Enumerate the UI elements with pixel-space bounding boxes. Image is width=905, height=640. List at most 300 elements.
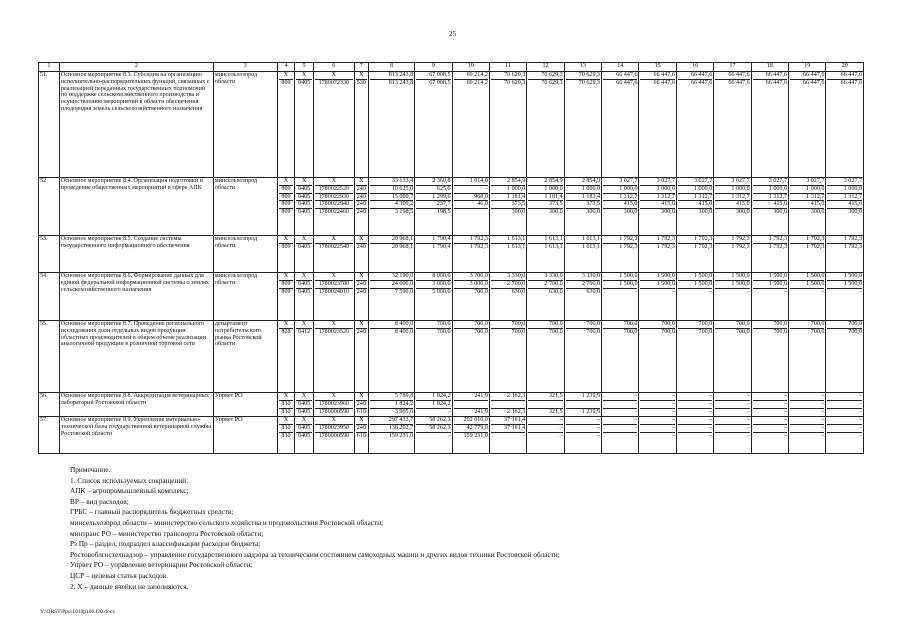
cell-line: 1 000,0 bbox=[790, 185, 824, 193]
cell-line: 3 965,6 bbox=[370, 408, 413, 416]
cell-line: 1 500,0 bbox=[753, 280, 787, 288]
cell-line: 1 500,0 bbox=[843, 273, 862, 279]
cell-line: 1780022460 bbox=[315, 208, 353, 216]
amount-cell bbox=[527, 236, 564, 273]
executor: минсельхозпрод области bbox=[213, 72, 277, 178]
cell-line: 809 bbox=[279, 288, 294, 296]
cell-line: 373,5 bbox=[491, 200, 525, 208]
cell-line: 1780023780 bbox=[315, 280, 353, 288]
cell-line: 1 239,9 bbox=[581, 393, 601, 399]
activity-name: Основное мероприятие 8.7. Проведение регионального исследования доли отдельных видов продукции областных производителей в общем объеме реализации аналогичной продукции в розничной торговой сети bbox=[59, 321, 213, 393]
cell-line: 3 198,5 bbox=[370, 208, 413, 216]
executor: минсельхозпрод области bbox=[213, 236, 277, 273]
cell-line: – bbox=[597, 417, 601, 423]
cell-line: 1780000590 bbox=[315, 432, 353, 440]
cell-line: 813 243,8 bbox=[370, 79, 413, 87]
cell-line: 2 854,9 bbox=[581, 178, 601, 184]
cell-line: 700,0 bbox=[454, 328, 488, 336]
cell-line: 415,0 bbox=[790, 200, 824, 208]
cell-line: 1780022520 bbox=[315, 185, 353, 193]
row-number: 52. bbox=[39, 178, 60, 236]
cell-line: 0405 bbox=[298, 400, 311, 407]
cell-line: 70 629,3 bbox=[528, 79, 562, 87]
cell-line: 2 700,0 bbox=[491, 280, 525, 288]
amount-cell bbox=[564, 236, 601, 273]
cell-line: – bbox=[790, 432, 824, 440]
amount-cell bbox=[602, 178, 639, 236]
cell-line: 66 447,6 bbox=[678, 79, 712, 87]
cell-line: 66 447,6 bbox=[653, 72, 675, 78]
cell-line: 700,0 bbox=[511, 321, 526, 327]
amount-cell bbox=[789, 321, 826, 393]
cell-line: 300,0 bbox=[790, 208, 824, 216]
cell-line: 1 613,1 bbox=[528, 243, 562, 251]
cell-line: 66 447,6 bbox=[728, 72, 750, 78]
vr-code bbox=[354, 236, 368, 273]
amount-cell bbox=[368, 321, 414, 393]
cell-line: – bbox=[603, 432, 637, 440]
cell-line: – bbox=[678, 432, 712, 440]
cell-line: 625,0 bbox=[416, 185, 450, 193]
activity-name: Основное мероприятие 8.4. Организация подготовки и проведение общественных мероприятий в сфере АПК bbox=[59, 178, 213, 236]
cell-line bbox=[491, 400, 525, 408]
cell-line: 630,0 bbox=[528, 288, 562, 296]
cell-line: 2 162,3 bbox=[491, 408, 525, 416]
cell-line: – bbox=[528, 432, 562, 440]
cell-line: 1 312,7 bbox=[715, 193, 749, 201]
amount-cell bbox=[564, 417, 601, 454]
cell-line: 0405 bbox=[298, 201, 311, 208]
cell-line: 37 161,4 bbox=[491, 424, 525, 432]
cell-line: 1 792,3 bbox=[678, 243, 712, 251]
cell-line: 3 000,0 bbox=[454, 280, 488, 288]
cell-line: 70 629,3 bbox=[541, 72, 563, 78]
amount-cell bbox=[602, 321, 639, 393]
column-number: 12 bbox=[527, 63, 564, 72]
cell-line: 5 000,0 bbox=[416, 288, 450, 296]
cell-line: – bbox=[753, 400, 787, 408]
cell-line: 0405 bbox=[298, 432, 311, 439]
amount-cell bbox=[564, 273, 601, 321]
cell-line: 1 312,7 bbox=[640, 193, 674, 201]
cell-line: 2 854,9 bbox=[507, 178, 526, 184]
cell-line: 1780072330 bbox=[315, 79, 353, 87]
cell-line: 1780000590 bbox=[315, 408, 353, 416]
page-number: 25 bbox=[449, 30, 456, 38]
cell-line: – bbox=[715, 432, 749, 440]
cell-line: 1 824,2 bbox=[370, 400, 413, 408]
cell-line: 241,9 bbox=[474, 393, 488, 399]
cell-line: – bbox=[491, 432, 525, 440]
cell-line: 809 bbox=[279, 79, 294, 87]
amount-cell bbox=[751, 273, 788, 321]
amount-cell bbox=[751, 72, 788, 178]
cell-line: 2 700,0 bbox=[566, 280, 600, 288]
cell-line: X bbox=[331, 417, 337, 423]
note-line: Примечание. bbox=[70, 465, 111, 474]
cell-line: – bbox=[678, 408, 712, 416]
vr-code bbox=[354, 393, 368, 417]
cell-line: – bbox=[416, 432, 450, 440]
cell-line: 1 792,3 bbox=[731, 236, 750, 242]
grbs-code bbox=[277, 417, 295, 454]
cell-line: 700,0 bbox=[661, 321, 675, 327]
cell-line: 1 312,7 bbox=[790, 193, 824, 201]
cell-line: 32 190,0 bbox=[391, 273, 414, 279]
cell-line: 1780023960 bbox=[315, 400, 353, 408]
cell-line: 202 010,0 bbox=[463, 417, 488, 423]
cell-line: 1 792,3 bbox=[640, 243, 674, 251]
column-number: 16 bbox=[676, 63, 713, 72]
cell-line: 700,0 bbox=[790, 328, 824, 336]
row-number: 55. bbox=[39, 321, 60, 393]
cell-line: X bbox=[283, 236, 289, 242]
cell-line: – bbox=[640, 400, 674, 408]
cell-line: – bbox=[784, 393, 788, 399]
cell-line: 70 629,3 bbox=[503, 72, 526, 78]
cell-line: 1 014,0 bbox=[469, 178, 488, 184]
cell-line: 297 433,7 bbox=[388, 417, 414, 423]
cell-line: 1 000,0 bbox=[715, 185, 749, 193]
amount-cell bbox=[826, 393, 864, 417]
cell-line: – bbox=[746, 417, 750, 423]
cell-line: X bbox=[301, 273, 307, 279]
rzpr-code bbox=[295, 178, 314, 236]
note-line: минтранс РО – министерство транспорта Ростовской области; bbox=[70, 528, 264, 538]
cell-line: 968,0 bbox=[454, 193, 488, 201]
cell-line: X bbox=[331, 72, 337, 78]
cell-line: 1 000,0 bbox=[491, 185, 525, 193]
cell-line: – bbox=[827, 400, 862, 408]
cell-line: 700,0 bbox=[491, 328, 525, 336]
cell-line: 700,0 bbox=[810, 321, 825, 327]
amount-cell bbox=[639, 273, 676, 321]
amount-cell bbox=[714, 393, 751, 417]
cell-line: 1 792,3 bbox=[790, 243, 824, 251]
cell-line: 3 330,0 bbox=[544, 273, 563, 279]
cell-line: 1 500,0 bbox=[715, 280, 749, 288]
cell-line: – bbox=[827, 288, 862, 296]
cell-line: 1 613,1 bbox=[491, 243, 525, 251]
rzpr-code bbox=[295, 417, 314, 454]
cell-line: 1 312,7 bbox=[603, 193, 637, 201]
cell-line: 809 bbox=[279, 243, 294, 251]
grbs-code bbox=[277, 321, 295, 393]
cell-line: – bbox=[746, 393, 750, 399]
note-line: минсельхозпрод области – министерство сельского хозяйства и продовольствия Ростовской области; bbox=[70, 517, 384, 527]
amount-cell bbox=[489, 178, 526, 236]
cell-line: 1 792,3 bbox=[693, 236, 713, 242]
amount-cell bbox=[676, 236, 713, 273]
cell-line: 1780022940 bbox=[315, 200, 353, 208]
cell-line: X bbox=[359, 393, 364, 399]
amount-cell bbox=[452, 178, 489, 236]
cell-line: 300,0 bbox=[528, 208, 562, 216]
cell-line: – bbox=[559, 417, 563, 423]
cell-line: 373,5 bbox=[528, 200, 562, 208]
cell-line: 809 bbox=[279, 280, 294, 288]
cell-line: – bbox=[671, 417, 675, 423]
amount-cell bbox=[452, 236, 489, 273]
activity-name: Основное мероприятие 8.8. Аккредитация ветеринарных лабораторий Ростовской области bbox=[59, 393, 213, 417]
cell-line: – bbox=[566, 432, 600, 440]
csr-code bbox=[313, 393, 354, 417]
cell-line: 1 500,0 bbox=[693, 273, 713, 279]
cell-line: – bbox=[603, 288, 637, 296]
amount-cell bbox=[368, 273, 414, 321]
cell-line: X bbox=[359, 417, 364, 423]
cell-line: 240 bbox=[356, 243, 366, 250]
cell-line: 198,5 bbox=[416, 208, 450, 216]
cell-line: 373,5 bbox=[566, 200, 600, 208]
cell-line: 24 600,0 bbox=[370, 280, 413, 288]
cell-line: 0412 bbox=[298, 328, 311, 335]
cell-line: 1 613,1 bbox=[544, 236, 563, 242]
cell-line: 700,0 bbox=[566, 328, 600, 336]
table-row bbox=[39, 72, 864, 178]
column-number: 7 bbox=[354, 63, 368, 72]
amount-cell bbox=[714, 273, 751, 321]
cell-line: 70 629,3 bbox=[491, 79, 525, 87]
cell-line: 700,0 bbox=[474, 321, 488, 327]
cell-line: 8 000,0 bbox=[432, 273, 451, 279]
cell-line: 1 000,0 bbox=[603, 185, 637, 193]
cell-line: – bbox=[753, 432, 787, 440]
cell-line: 700,0 bbox=[416, 328, 450, 336]
executor: минсельхозпрод области bbox=[213, 273, 277, 321]
cell-line: 3 027,7 bbox=[656, 178, 675, 184]
cell-line: 809 bbox=[279, 208, 294, 216]
column-number: 2 bbox=[59, 63, 213, 72]
cell-line: 700,0 bbox=[827, 328, 862, 336]
vr-code bbox=[354, 72, 368, 178]
row-number: 56. bbox=[39, 393, 60, 417]
cell-line: 0405 bbox=[298, 280, 311, 287]
cell-line bbox=[566, 400, 600, 408]
amount-cell bbox=[452, 393, 489, 417]
cell-line: 66 447,6 bbox=[765, 72, 788, 78]
amount-cell bbox=[789, 417, 826, 454]
cell-line: 530 bbox=[356, 79, 366, 86]
amount-cell bbox=[602, 273, 639, 321]
rzpr-code bbox=[295, 72, 314, 178]
cell-line: 321,5 bbox=[528, 408, 562, 416]
cell-line: 66 447,6 bbox=[840, 72, 862, 78]
cell-line: 1 792,3 bbox=[469, 236, 488, 242]
amount-cell bbox=[489, 273, 526, 321]
cell-line: – bbox=[715, 288, 749, 296]
cell-line: – bbox=[454, 185, 488, 193]
amount-cell bbox=[368, 417, 414, 454]
cell-line: 240 bbox=[356, 193, 366, 200]
cell-line: 66 447,6 bbox=[640, 79, 674, 87]
cell-line: 7 590,0 bbox=[370, 288, 413, 296]
amount-cell bbox=[368, 236, 414, 273]
cell-line: 1 239,9 bbox=[566, 408, 600, 416]
activity-name: Основное мероприятие 8.3. Субсидия на организацию исполнительно-распорядительных функций, связанных с реализацией переданных государственных полномочий по поддержке сельскохозяйственного производства и осуществлению мероприятий в области обеспечения плодородия земель сельскохозяйственного назначения bbox=[59, 72, 213, 178]
cell-line: 4 309,2 bbox=[370, 200, 413, 208]
cell-line: – bbox=[678, 400, 712, 408]
note-line: Ростовоблгостехнадзор – управление государственного надзора за техническим состоянием самоходных машин и других видов техники Ростовской области; bbox=[70, 549, 560, 559]
cell-line: 700,0 bbox=[773, 321, 788, 327]
column-number: 20 bbox=[826, 63, 864, 72]
column-number: 6 bbox=[313, 63, 354, 72]
column-number: 18 bbox=[751, 63, 788, 72]
amount-cell bbox=[676, 321, 713, 393]
csr-code bbox=[313, 236, 354, 273]
cell-line: 809 bbox=[279, 185, 294, 193]
cell-line: 1 299,6 bbox=[416, 193, 450, 201]
executor: Упрвет РО bbox=[213, 417, 277, 454]
cell-line: X bbox=[359, 236, 364, 242]
cell-line: – bbox=[566, 424, 600, 432]
cell-line: – bbox=[678, 424, 712, 432]
row-number: 53. bbox=[39, 236, 60, 273]
cell-line: – bbox=[715, 400, 749, 408]
cell-line: 37 161,4 bbox=[503, 417, 526, 423]
cell-line: 700,0 bbox=[735, 321, 750, 327]
amount-cell bbox=[415, 72, 452, 178]
cell-line: 1 000,0 bbox=[753, 185, 787, 193]
cell-line: X bbox=[359, 72, 364, 78]
rzpr-code bbox=[295, 273, 314, 321]
note-line: АПК – агропромышленный комплекс; bbox=[70, 486, 189, 496]
cell-line: – bbox=[753, 408, 787, 416]
cell-line: – bbox=[858, 393, 862, 399]
grbs-code bbox=[277, 393, 295, 417]
cell-line: 1 613,1 bbox=[581, 236, 601, 242]
amount-cell bbox=[452, 321, 489, 393]
cell-line: 700,0 bbox=[586, 321, 601, 327]
cell-line: 1 000,0 bbox=[566, 185, 600, 193]
amount-cell bbox=[489, 72, 526, 178]
vr-code bbox=[354, 321, 368, 393]
cell-line: 138 202,7 bbox=[370, 424, 413, 432]
csr-code bbox=[313, 273, 354, 321]
vr-code bbox=[354, 417, 368, 454]
cell-line: – bbox=[528, 424, 562, 432]
cell-line: 1 613,1 bbox=[566, 243, 600, 251]
cell-line: 1 500,0 bbox=[603, 280, 637, 288]
cell-line: 2 360,8 bbox=[432, 178, 451, 184]
cell-line: 240 bbox=[356, 328, 366, 335]
cell-line: 1780022540 bbox=[315, 243, 353, 251]
cell-line: 33 133,4 bbox=[391, 178, 414, 184]
cell-line: 10 625,0 bbox=[370, 185, 413, 193]
amount-cell bbox=[751, 178, 788, 236]
cell-line: – bbox=[709, 393, 713, 399]
column-number: 10 bbox=[452, 63, 489, 72]
cell-line: 1 500,0 bbox=[656, 273, 675, 279]
csr-code bbox=[313, 321, 354, 393]
cell-line: 1 500,0 bbox=[731, 273, 750, 279]
column-number: 5 bbox=[295, 63, 314, 72]
cell-line: 66 447,6 bbox=[715, 79, 749, 87]
column-number: 13 bbox=[564, 63, 601, 72]
cell-line: 415,0 bbox=[715, 200, 749, 208]
table-row bbox=[39, 321, 864, 393]
cell-line: 700,0 bbox=[528, 328, 562, 336]
cell-line: 300,0 bbox=[753, 208, 787, 216]
cell-line: 830 bbox=[279, 424, 294, 432]
cell-line: 1780022930 bbox=[315, 193, 353, 201]
cell-line: 2 162,3 bbox=[507, 393, 526, 399]
executor: департамент потребительского рынка Ростовской области bbox=[213, 321, 277, 393]
cell-line: X bbox=[359, 321, 364, 327]
cell-line: 5 789,8 bbox=[394, 393, 414, 399]
grbs-code bbox=[277, 236, 295, 273]
column-number: 3 bbox=[213, 63, 277, 72]
amount-cell bbox=[789, 72, 826, 178]
cell-line: 1 613,1 bbox=[507, 236, 526, 242]
column-number: 4 bbox=[277, 63, 295, 72]
cell-line: 415,0 bbox=[827, 200, 862, 208]
cell-line: 1 792,3 bbox=[715, 243, 749, 251]
amount-cell bbox=[826, 321, 864, 393]
cell-line: 700,0 bbox=[436, 321, 451, 327]
cell-line: 700,0 bbox=[454, 288, 488, 296]
column-number: 17 bbox=[714, 63, 751, 72]
cell-line: 1780023950 bbox=[315, 424, 353, 432]
cell-line: 700,0 bbox=[603, 328, 637, 336]
cell-line: 1 824,2 bbox=[432, 393, 451, 399]
cell-line: 1 312,7 bbox=[827, 193, 862, 201]
cell-line: – bbox=[715, 424, 749, 432]
amount-cell bbox=[826, 72, 864, 178]
cell-line: 1 792,3 bbox=[827, 243, 862, 251]
cell-line: 630,0 bbox=[566, 288, 600, 296]
cell-line: 1 181,4 bbox=[491, 193, 525, 201]
amount-cell bbox=[415, 236, 452, 273]
amount-cell bbox=[564, 393, 601, 417]
cell-line: 66 447,6 bbox=[616, 72, 638, 78]
cell-line: 240 bbox=[356, 288, 366, 295]
cell-line: – bbox=[671, 393, 675, 399]
grbs-code bbox=[277, 273, 295, 321]
cell-line: 66 447,6 bbox=[827, 79, 862, 87]
cell-line: 300,0 bbox=[827, 208, 862, 216]
cell-line: 1 181,4 bbox=[566, 193, 600, 201]
amount-cell bbox=[676, 72, 713, 178]
amount-cell bbox=[602, 236, 639, 273]
cell-line: 300,0 bbox=[715, 208, 749, 216]
cell-line: 3 027,7 bbox=[693, 178, 713, 184]
cell-line: – bbox=[827, 424, 862, 432]
grbs-code bbox=[277, 178, 295, 236]
cell-line: 300,0 bbox=[678, 208, 712, 216]
amount-cell bbox=[368, 178, 414, 236]
amount-cell bbox=[527, 321, 564, 393]
cell-line: 67 008,5 bbox=[416, 79, 450, 87]
cell-line: 700,0 bbox=[698, 321, 713, 327]
cell-line: 1 500,0 bbox=[790, 280, 824, 288]
cell-line: 321,5 bbox=[548, 393, 563, 399]
table-row bbox=[39, 417, 864, 454]
cell-line: 159 231,0 bbox=[454, 432, 488, 440]
column-number-row bbox=[39, 63, 864, 72]
cell-line: 240 bbox=[356, 400, 366, 407]
cell-line: X bbox=[283, 273, 289, 279]
cell-line: 240 bbox=[356, 424, 366, 431]
amount-cell bbox=[527, 393, 564, 417]
amount-cell bbox=[415, 273, 452, 321]
amount-cell bbox=[714, 72, 751, 178]
cell-line: 240 bbox=[356, 280, 366, 287]
activity-name: Основное мероприятие 8.9. Укрепление материально-технической базы государственной ветеринарной службы Ростовской области bbox=[59, 417, 213, 454]
csr-code bbox=[313, 417, 354, 454]
cell-line: – bbox=[640, 408, 674, 416]
amount-cell bbox=[639, 72, 676, 178]
